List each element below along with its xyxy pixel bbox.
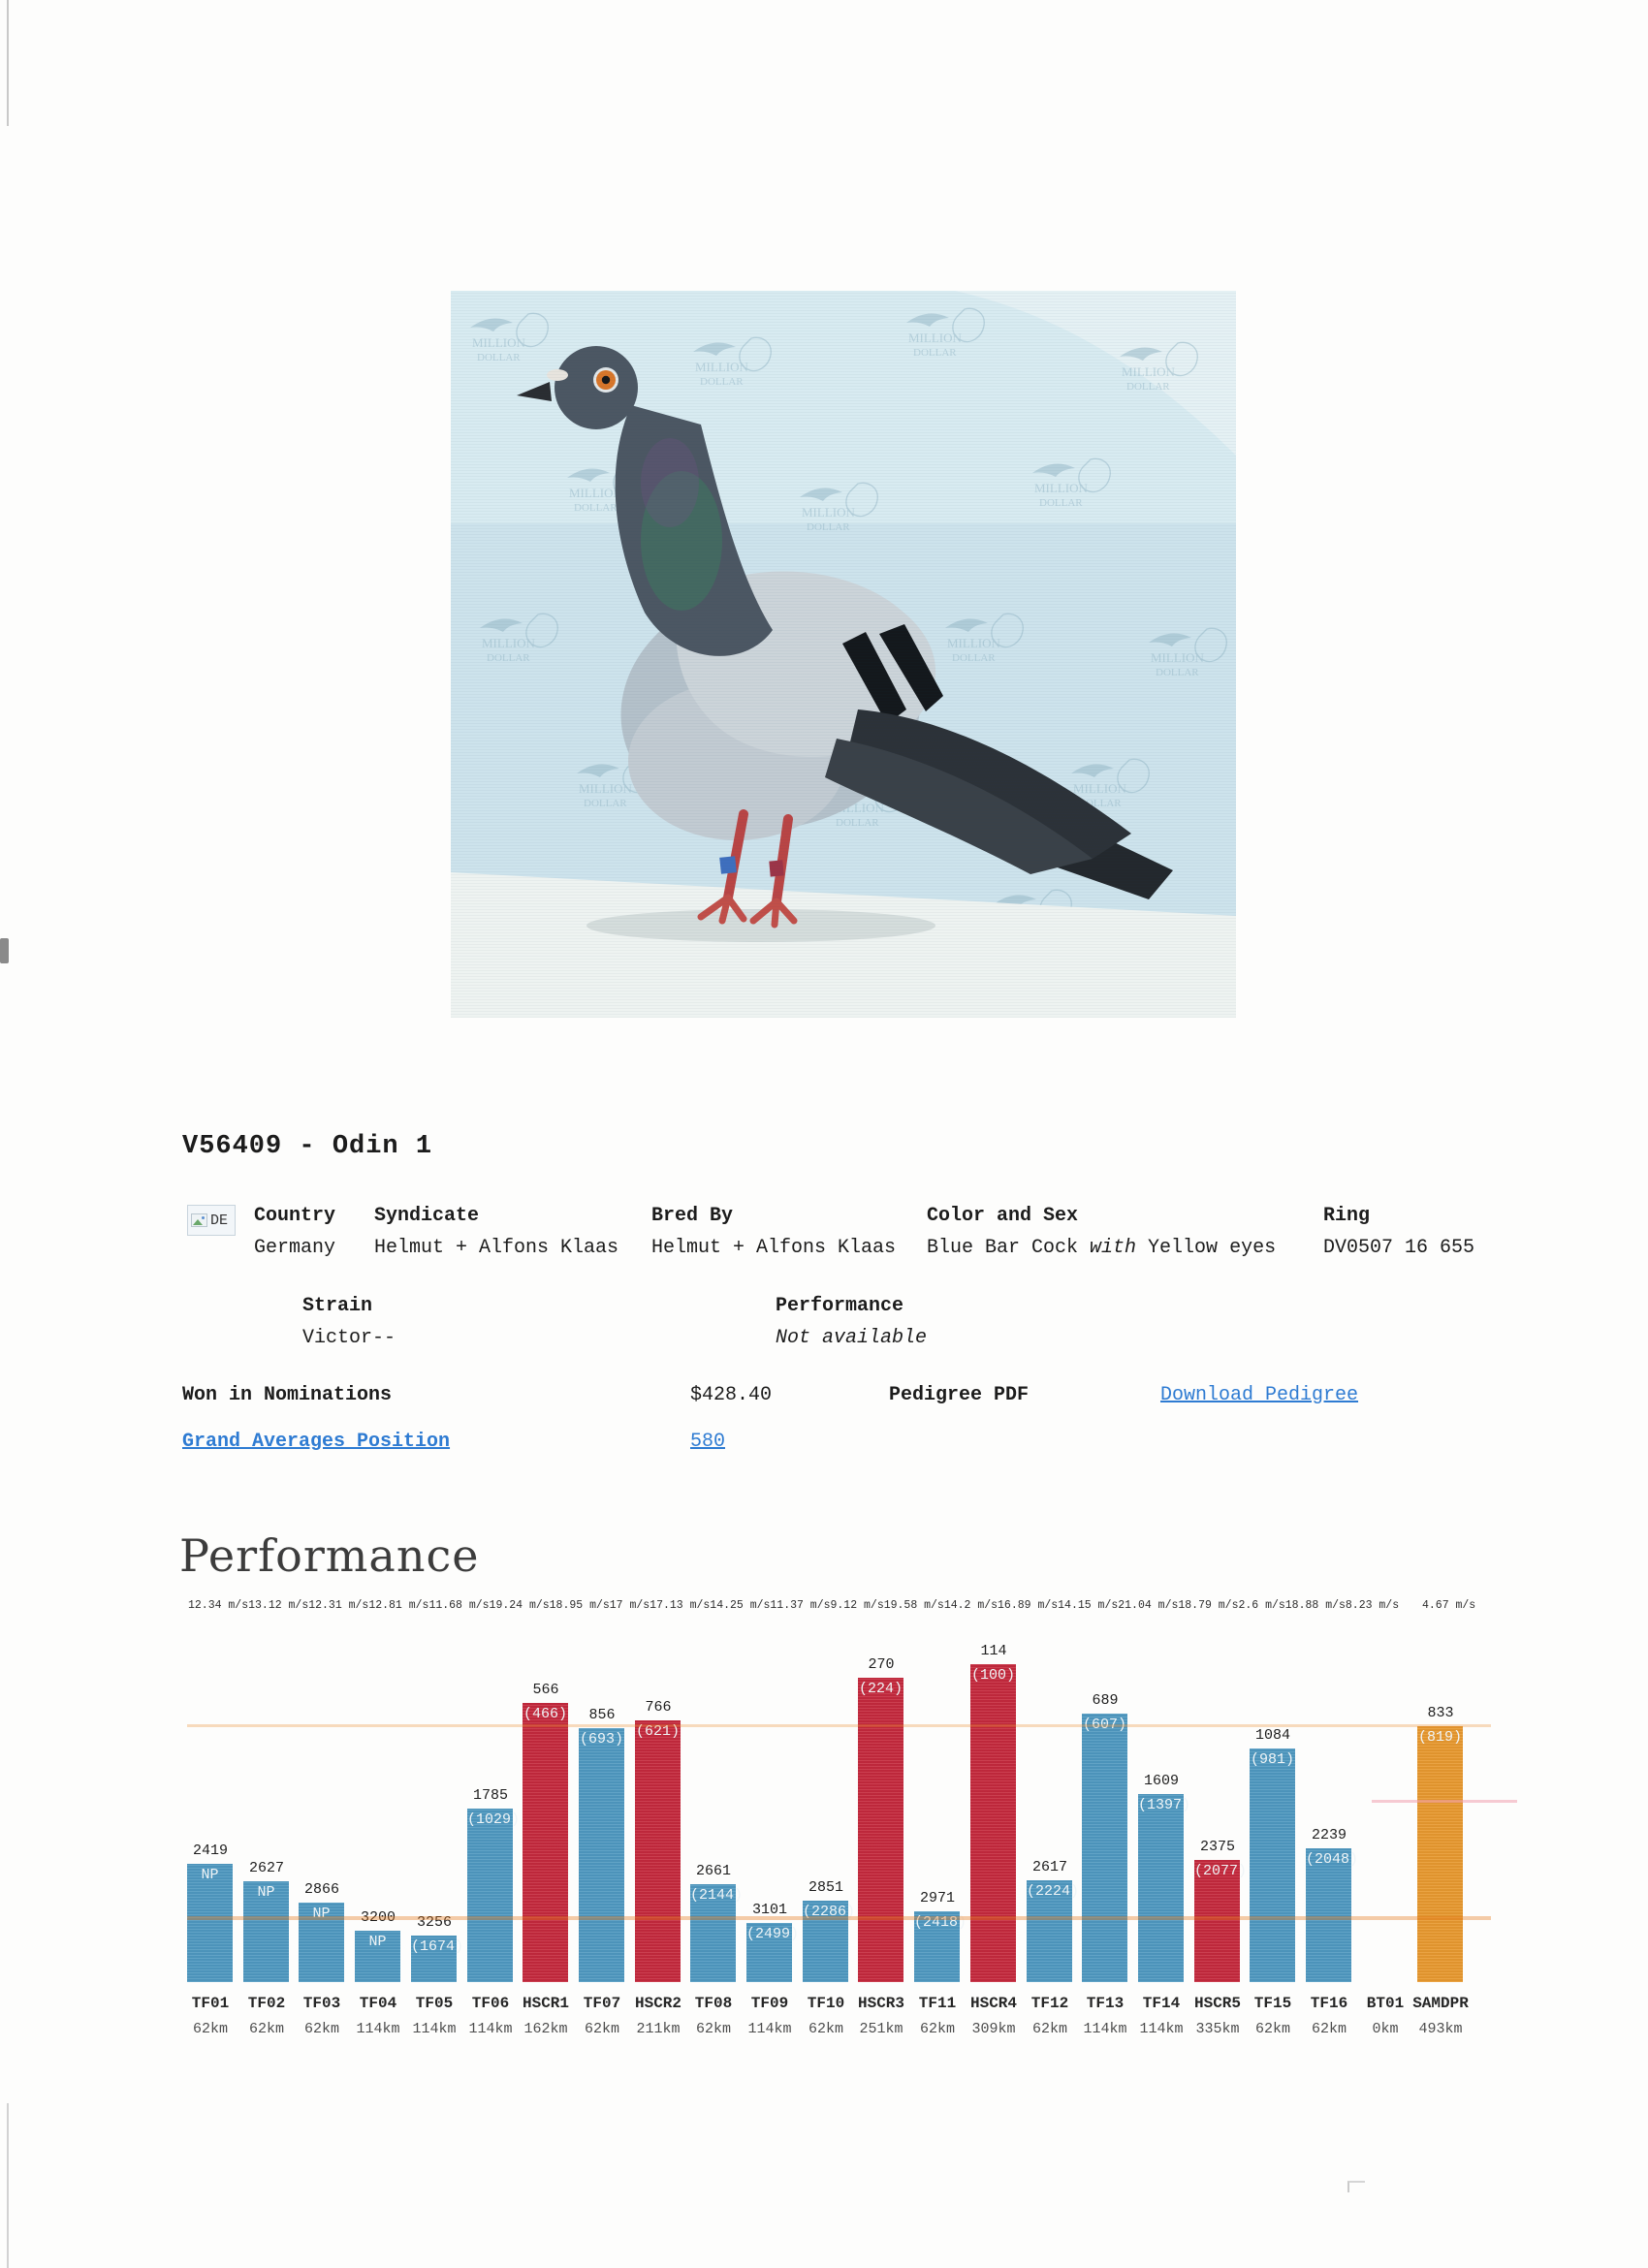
bar-secondary-label: (607) (1082, 1717, 1126, 1733)
bar-tf15 (1250, 1748, 1295, 1982)
bar-distance-label: 62km (919, 2021, 955, 2037)
bar-name-label: HSCR3 (857, 1995, 904, 2012)
bar-value-label: 833 (1427, 1705, 1454, 1721)
page-title: V56409 - Odin 1 (182, 1132, 433, 1161)
bar-tf06 (467, 1809, 521, 1982)
bar-secondary-label: (2499) (746, 1926, 800, 1942)
bar-name-label: HSCR4 (969, 1995, 1017, 2012)
bar-value-label: 766 (645, 1699, 672, 1716)
bar-value-label: 2851 (808, 1879, 843, 1896)
bar-distance-label: 62km (1031, 2021, 1067, 2037)
bar-name-label: HSCR1 (522, 1995, 569, 2012)
bar-tf10 (803, 1901, 856, 1982)
bar-hscr3 (858, 1678, 903, 1982)
performance-field-value: Not available (776, 1327, 928, 1349)
bar-name-label: TF12 (1030, 1995, 1069, 2012)
bred-by-label: Bred By (651, 1205, 734, 1227)
bar-name-label: TF07 (583, 1995, 621, 2012)
bar-distance-label: 62km (303, 2021, 339, 2037)
bar-hscr2 (635, 1720, 681, 1982)
bar-name-label: TF14 (1142, 1995, 1181, 2012)
bar-name-label: TF02 (247, 1995, 286, 2012)
bar-distance-label: 114km (468, 2021, 513, 2037)
bar-chart-labels (187, 1995, 1491, 2063)
bar-tf12 (1027, 1880, 1080, 1982)
color-sex-italic: with (1090, 1237, 1137, 1259)
bar-secondary-label: (2418) (914, 1914, 967, 1931)
bar-distance-label: 62km (248, 2021, 284, 2037)
bar-distance-label: 0km (1372, 2021, 1399, 2037)
bar-tf02 (243, 1881, 289, 1982)
grand-averages-position-value-link[interactable]: 580 (690, 1431, 726, 1453)
bar-name-label: TF11 (918, 1995, 957, 2012)
bar-distance-label: 335km (1195, 2021, 1240, 2037)
bar-tf11 (914, 1911, 967, 1982)
bar-distance-label: 62km (1254, 2021, 1290, 2037)
bar-secondary-label: NP (201, 1867, 219, 1883)
bar-distance-label: 114km (747, 2021, 792, 2037)
bar-tf13 (1082, 1714, 1127, 1982)
bred-by-value: Helmut + Alfons Klaas (651, 1237, 897, 1259)
bar-secondary-label: (2224) (1027, 1883, 1080, 1900)
bar-name-label: TF09 (750, 1995, 789, 2012)
won-in-nominations-label: Won in Nominations (182, 1384, 393, 1406)
bar-value-label: 2661 (695, 1863, 731, 1879)
bar-name-label: HSCR5 (1193, 1995, 1241, 2012)
ring-label: Ring (1323, 1205, 1371, 1227)
bar-tf03 (299, 1903, 344, 1982)
bar-value-label: 2617 (1031, 1859, 1067, 1875)
bar-value-label: 2239 (1311, 1827, 1347, 1843)
bar-value-label: 3101 (751, 1902, 787, 1918)
paper-edge-mark (0, 938, 9, 963)
bar-name-label: TF10 (807, 1995, 845, 2012)
bar-value-label: 566 (532, 1682, 559, 1698)
scanline-overlay (451, 291, 1236, 1018)
bar-hscr1 (523, 1703, 568, 1982)
bar-hscr4 (970, 1664, 1016, 1982)
bar-secondary-label: (2048) (1306, 1851, 1359, 1868)
bar-value-label: 1609 (1143, 1773, 1179, 1789)
bar-tf04 (355, 1931, 400, 1982)
bar-chart-area (187, 1643, 1491, 1982)
pedigree-pdf-label: Pedigree PDF (889, 1384, 1030, 1406)
bar-distance-label: 114km (412, 2021, 457, 2037)
strain-label: Strain (302, 1295, 373, 1317)
bar-distance-label: 62km (808, 2021, 843, 2037)
country-label: Country (254, 1205, 336, 1227)
bar-tf07 (579, 1728, 624, 1982)
bar-value-label: 856 (588, 1707, 616, 1723)
bar-name-label: TF13 (1086, 1995, 1125, 2012)
bar-samdpr (1417, 1726, 1463, 1982)
grand-averages-position-link[interactable]: Grand Averages Position (182, 1431, 451, 1453)
flag-alt-text: DE (210, 1212, 229, 1229)
bar-secondary-label: (693) (579, 1731, 623, 1748)
bar-value-label: 689 (1092, 1692, 1119, 1709)
broken-image-icon (191, 1213, 207, 1227)
country-value: Germany (254, 1237, 336, 1259)
bar-tf08 (690, 1884, 744, 1982)
syndicate-value: Helmut + Alfons Klaas (374, 1237, 619, 1259)
color-sex-pre: Blue Bar Cock (927, 1237, 1091, 1259)
bar-distance-label: 62km (192, 2021, 228, 2037)
paper-edge-line (7, 2103, 9, 2268)
color-sex-post: Yellow eyes (1136, 1237, 1277, 1259)
bar-value-label: 270 (868, 1656, 895, 1673)
bar-name-label: TF05 (415, 1995, 454, 2012)
bar-secondary-label: (224) (858, 1681, 903, 1697)
bar-secondary-label: (1674) (411, 1938, 464, 1955)
bar-distance-label: 493km (1418, 2021, 1463, 2037)
bar-distance-label: 62km (695, 2021, 731, 2037)
bar-secondary-label: (2077) (1194, 1863, 1248, 1879)
bar-secondary-label: (466) (523, 1706, 567, 1722)
bar-distance-label: 251km (859, 2021, 903, 2037)
download-pedigree-link[interactable]: Download Pedigree (1160, 1384, 1359, 1406)
ring-value: DV0507 16 655 (1323, 1237, 1475, 1259)
bar-tf05 (411, 1936, 464, 1982)
bar-name-label: TF03 (302, 1995, 341, 2012)
bar-distance-label: 211km (636, 2021, 681, 2037)
bar-name-label: SAMDPR (1412, 1995, 1469, 2012)
bar-secondary-label: (2144) (690, 1887, 744, 1904)
bar-value-label: 2971 (919, 1890, 955, 1906)
bar-secondary-label: (981) (1250, 1751, 1294, 1768)
bar-tf09 (746, 1923, 800, 1982)
bar-name-label: BT01 (1366, 1995, 1405, 2012)
bar-name-label: TF06 (471, 1995, 510, 2012)
bar-distance-label: 114km (1139, 2021, 1184, 2037)
bar-value-label: 2375 (1199, 1839, 1235, 1855)
bar-hscr5 (1194, 1860, 1248, 1982)
sandpr-speed: 4.67 m/s (1422, 1599, 1476, 1612)
bar-secondary-label: (100) (970, 1667, 1015, 1684)
bar-name-label: TF15 (1253, 1995, 1292, 2012)
bar-value-label: 2627 (248, 1860, 284, 1876)
bar-tf16 (1306, 1848, 1359, 1982)
bar-value-label: 1084 (1254, 1727, 1290, 1744)
bar-value-label: 3200 (360, 1909, 396, 1926)
performance-field-label: Performance (776, 1295, 904, 1317)
bar-secondary-label: (1029) (467, 1811, 521, 1828)
bar-tf14 (1138, 1794, 1191, 1982)
race-speeds-line: 12.34 m/s13.12 m/s12.31 m/s12.81 m/s11.68 m/s19.24 m/s18.95 m/s17 m/s17.13 m/s14.25 m/s11.37 m/s9.12 m/s19.58 m/s14.2 m/s16.89 m/s14.15 m/s21.04 m/s18.79 m/s2.6 m/s18.88 m/s8.23 m/s (188, 1599, 1400, 1612)
pigeon-photo (451, 291, 1236, 1018)
bar-distance-label: 162km (523, 2021, 568, 2037)
bar-name-label: TF08 (694, 1995, 733, 2012)
bar-distance-label: 309km (971, 2021, 1016, 2037)
bar-secondary-label: NP (257, 1884, 275, 1901)
bar-distance-label: 114km (1083, 2021, 1127, 2037)
bar-value-label: 3256 (416, 1914, 452, 1931)
bar-name-label: TF04 (359, 1995, 397, 2012)
bar-distance-label: 62km (1311, 2021, 1347, 2037)
strain-value: Victor-- (302, 1327, 396, 1349)
bar-secondary-label: (819) (1417, 1729, 1462, 1746)
bar-value-label: 1785 (472, 1787, 508, 1804)
bar-distance-label: 62km (584, 2021, 619, 2037)
bar-name-label: TF16 (1310, 1995, 1348, 2012)
paper-edge-line (7, 0, 9, 126)
bar-value-label: 2419 (192, 1843, 228, 1859)
bar-secondary-label: NP (312, 1906, 331, 1922)
scan-artifact-mark (1347, 2181, 1365, 2192)
bar-secondary-label: (1397) (1138, 1797, 1191, 1813)
bar-distance-label: 114km (356, 2021, 400, 2037)
won-in-nominations-value: $428.40 (690, 1384, 773, 1406)
bar-secondary-label: (621) (635, 1723, 680, 1740)
bar-name-label: HSCR2 (634, 1995, 681, 2012)
bar-value-label: 2866 (303, 1881, 339, 1898)
bar-secondary-label: (2286) (803, 1904, 856, 1920)
syndicate-label: Syndicate (374, 1205, 480, 1227)
bar-secondary-label: NP (368, 1934, 387, 1950)
bar-name-label: TF01 (191, 1995, 230, 2012)
color-sex-label: Color and Sex (927, 1205, 1079, 1227)
bar-tf01 (187, 1864, 233, 1982)
color-sex-value (927, 1237, 1276, 1259)
bar-value-label: 114 (980, 1643, 1007, 1659)
country-flag-placeholder (187, 1205, 236, 1236)
performance-section-heading: Performance (179, 1529, 480, 1582)
